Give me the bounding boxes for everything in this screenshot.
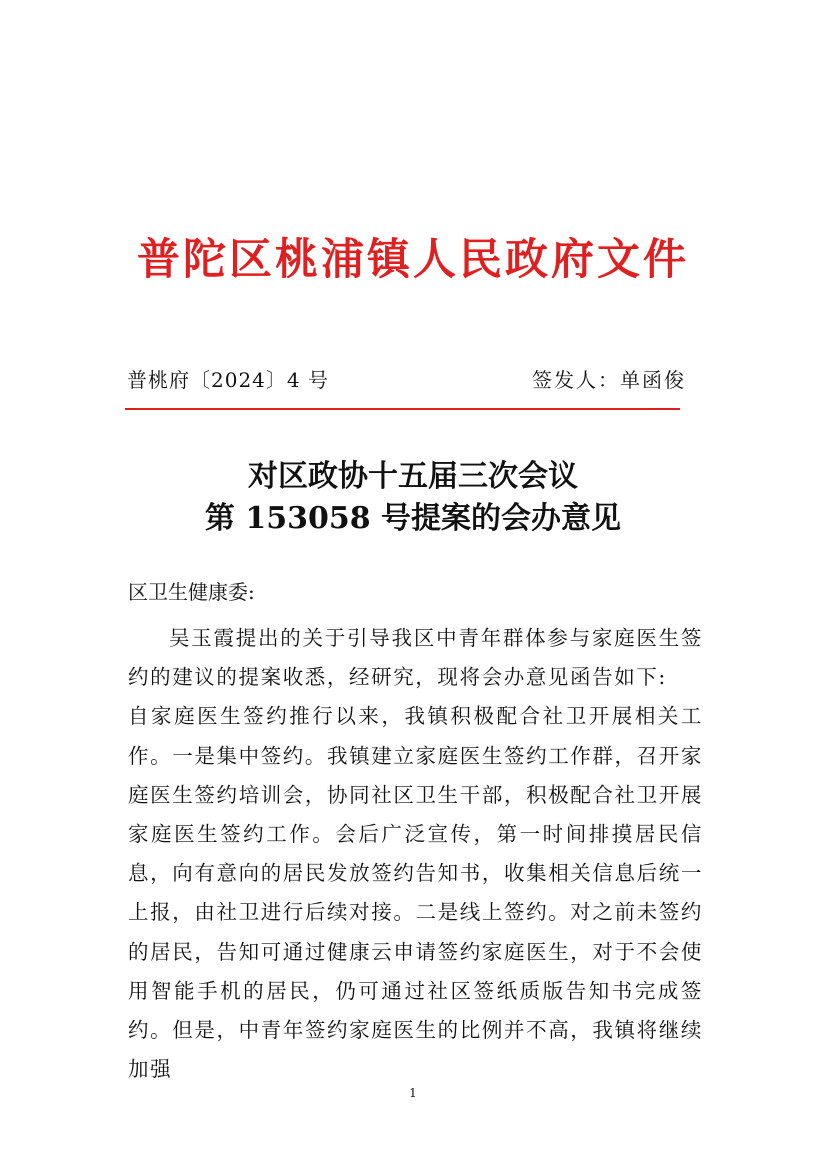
document-header-title: 普陀区桃浦镇人民政府文件 (137, 235, 689, 285)
recipient-line: 区卫生健康委: (128, 580, 255, 604)
document-title-line-2: 第 153058 号提案的会办意见 (204, 501, 622, 536)
page-number: 1 (409, 1086, 417, 1100)
issuer-signature: 签发人：单函俊 (532, 368, 686, 392)
body-paragraph-2: 自家庭医生签约推行以来，我镇积极配合社卫开展相关工作。一是集中签约。我镇建立家庭医生签约工作群，召开家庭医生签约培训会，协同社区卫生干部，积极配合社卫开展家庭医生签约工作。会后广泛宣传，第一时间排摸居民信息，向有意向的居民发放签约告知书，收集相关信息后统一上报，由社卫进行后续对接。二是线上签约。对之前未签约的居民，告知可通过健康云申请签约家庭医生，对于不会使用智能手机的居民，仍可通过社区签纸质版告知书完成签约。但是，中青年签约家庭医生的比例并不高，我镇将继续加强 (128, 704, 703, 1082)
document-body (128, 619, 703, 1089)
document-title-line-1: 对区政协十五届三次会议 (248, 459, 578, 494)
body-paragraph-1: 吴玉霞提出的关于引导我区中青年群体参与家庭医生签约的建议的提案收悉，经研究，现将会办意见函告如下: (128, 626, 703, 690)
document-title (0, 456, 826, 540)
red-divider-line (125, 408, 680, 410)
document-number: 普桃府〔2024〕4 号 (127, 368, 329, 392)
